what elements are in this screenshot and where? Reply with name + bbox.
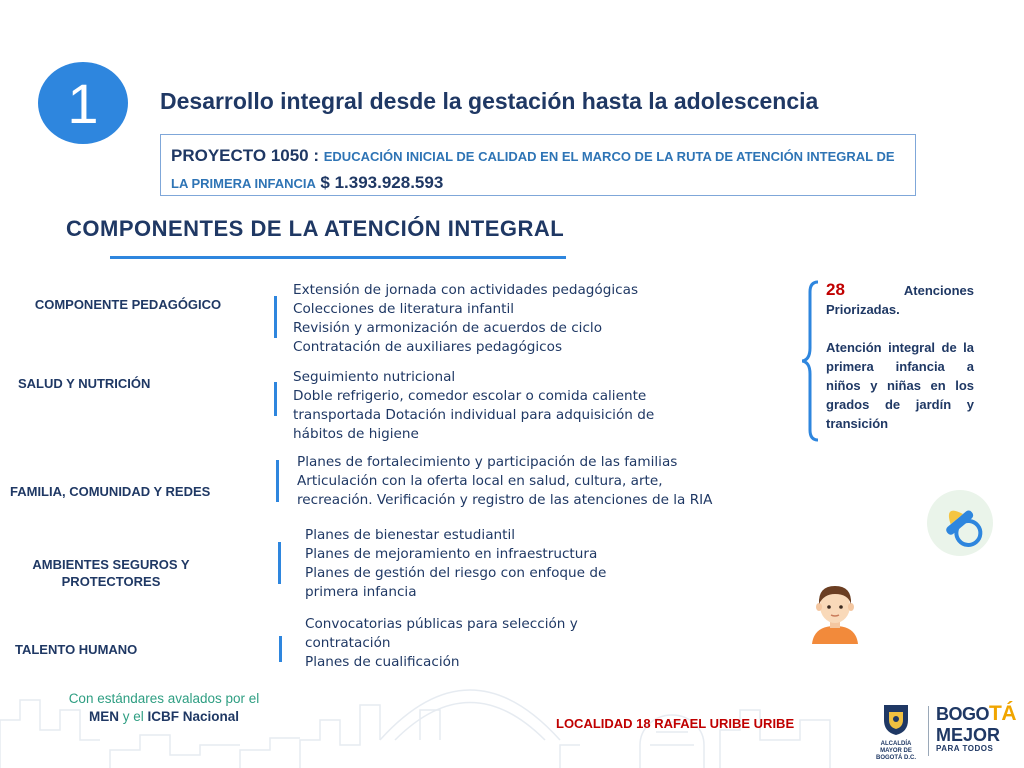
brand-ta: TÁ [989,702,1017,725]
alcaldia-text: ALCALDÍA MAYOR DE BOGOTÁ D.C. [876,741,916,761]
components-title-underline [110,256,566,259]
locality-label: LOCALIDAD 18 RAFAEL URIBE URIBE [556,716,795,731]
component-items-salud [293,368,654,444]
brand-para-todos: PARA TODOS [936,744,994,753]
project-description: EDUCACIÓN INICIAL DE CALIDAD EN EL MARCO DE LA RUTA DE ATENCIÓN INTEGRAL DE LA PRIMERA INFANCIA [171,149,895,191]
project-amount: $ 1.393.928.593 [320,173,444,192]
list-item: Colecciones de literatura infantil [293,301,515,317]
components-title: COMPONENTES DE LA ATENCIÓN INTEGRAL [66,216,565,241]
icbf-label: ICBF Nacional [147,709,240,724]
side-description: Atención integral de la primera infancia a niños y niñas en los grados de jardín y transición [826,340,974,431]
component-divider [276,460,279,502]
brand-bogo: BOGO [936,704,990,724]
list-item: primera infancia [305,584,417,600]
curly-brace-icon [802,280,824,442]
list-item: Revisión y armonización de acuerdos de ciclo [293,320,603,336]
list-item: Convocatorias públicas para selección y [305,616,578,632]
list-item: Planes de cualificación [305,654,460,670]
list-item: Extensión de jornada con actividades pedagógicas [293,282,639,298]
logo-divider [928,706,929,756]
child-icon [806,580,864,644]
list-item: transportada Dotación individual para adquisición de [293,407,655,423]
list-item: recreación. Verificación y registro de las atenciones de la RIA [297,492,713,508]
component-label-pedagogico: COMPONENTE PEDAGÓGICO [34,297,222,312]
component-label-salud: SALUD Y NUTRICIÓN [18,376,151,391]
list-item: Planes de fortalecimiento y participación de las familias [297,454,678,470]
component-divider [278,542,281,584]
brand-mejor: MEJOR [936,725,1001,745]
list-item: Articulación con la oferta local en salud, cultura, arte, [297,473,663,489]
component-label-ambientes: AMBIENTES SEGUROS Y PROTECTORES [32,557,190,589]
component-label-talento: TALENTO HUMANO [15,642,138,657]
component-items-pedagogico [293,281,638,357]
component-divider [274,382,277,416]
alcaldia-logo [870,702,922,762]
men-label: MEN [88,709,119,724]
project-label: PROYECTO 1050 : [171,146,324,165]
page-title: Desarrollo integral desde la gestación hasta la adolescencia [160,88,819,114]
component-divider [279,636,282,662]
list-item: Planes de gestión del riesgo con enfoque de [305,565,607,581]
component-items-ambientes [305,526,606,602]
standards-line: Con estándares avalados por el [68,691,260,706]
list-item: Planes de mejoramiento en infraestructura [305,546,598,562]
component-label-familia: FAMILIA, COMUNIDAD Y REDES [10,484,211,499]
component-items-familia [297,453,712,510]
component-items-talento [305,615,578,672]
list-item: hábitos de higiene [293,426,419,442]
project-box [160,134,916,196]
component-divider [274,296,277,338]
section-number-badge: 1 [38,62,128,144]
and-label: y el [118,709,148,724]
list-item: Contratación de auxiliares pedagógicos [293,339,563,355]
coat-of-arms-icon [881,702,911,736]
list-item: Doble refrigerio, comedor escolar o comida caliente [293,388,647,404]
priority-count: 28 [826,280,845,299]
list-item: Planes de bienestar estudiantil [305,527,516,543]
standards-note [40,690,288,726]
list-item: Seguimiento nutricional [293,369,456,385]
list-item: contratación [305,635,391,651]
bogota-mejor-logo [936,702,1016,753]
priority-count-label: Atenciones Priorizadas. [826,283,974,317]
pacifier-icon [924,488,996,558]
priority-count-text [826,280,974,319]
